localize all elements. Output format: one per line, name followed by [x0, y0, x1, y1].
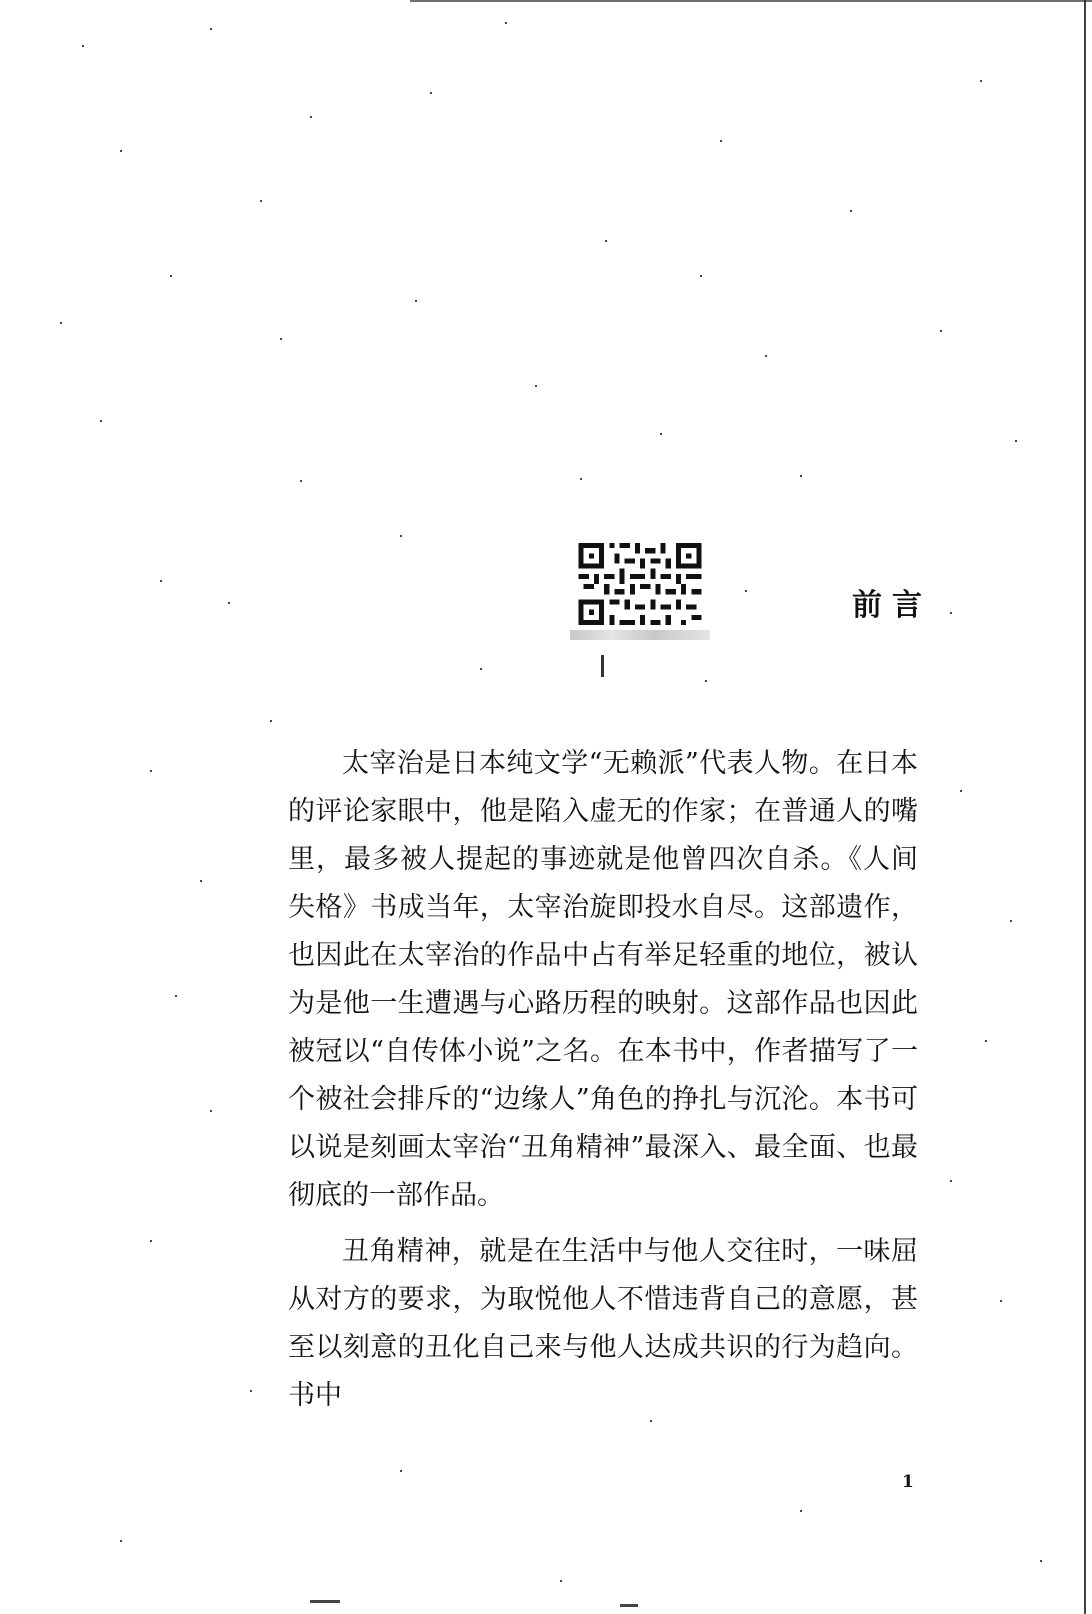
page-number: 1: [902, 1472, 914, 1492]
body-text: [288, 740, 918, 1428]
scan-right-edge: [1084, 0, 1086, 1614]
scan-mark: [601, 655, 604, 677]
qr-code-image: [578, 543, 702, 625]
page-title: 前言: [852, 588, 932, 623]
paragraph: 丑角精神，就是在生活中与他人交往时，一味屈从对方的要求，为取悦他人不惜违背自己的意愿，甚至以刻意的丑化自己来与他人达成共识的行为趋向。书中: [288, 1236, 918, 1411]
qr-caption-smudge: [570, 630, 710, 640]
scan-top-edge: [410, 0, 1092, 2]
paragraph: 太宰治是日本纯文学“无赖派”代表人物。在日本的评论家眼中，他是陷入虚无的作家；在普通人的嘴里，最多被人提起的事迹就是他曾四次自杀。《人间失格》书成当年，太宰治旋即投水自尽。这部遗作，也因此在太宰治的作品中占有举足轻重的地位，被认为是他一生遭遇与心路历程的映射。这部作品也因此被冠以“自传体小说”之名。在本书中，作者描写了一个被社会排斥的“边缘人”角色的挣扎与沉沦。本书可以说是刻画太宰治“丑角精神”最深入、最全面、也最彻底的一部作品。: [288, 748, 918, 1211]
